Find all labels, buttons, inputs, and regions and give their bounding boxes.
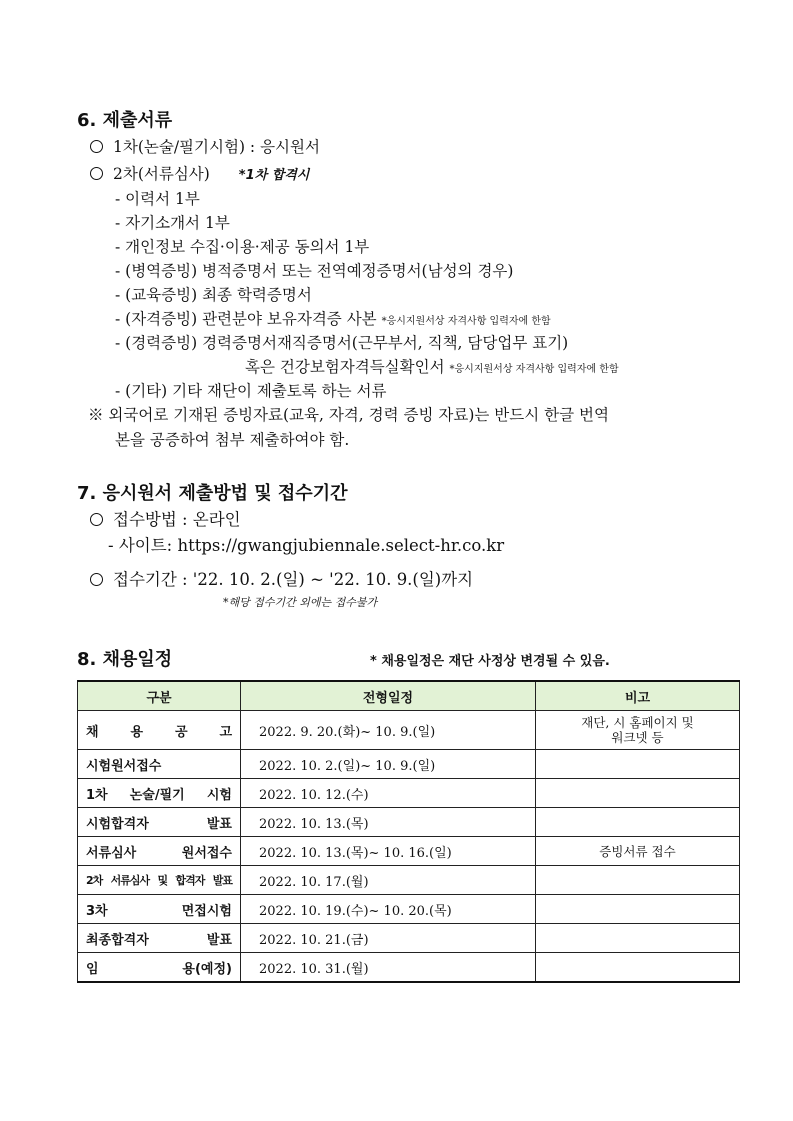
row-note <box>536 866 740 895</box>
row-date: 2022. 10. 13.(목)~ 10. 16.(일) <box>241 837 536 866</box>
table-row <box>78 837 740 866</box>
row-date: 2022. 10. 12.(수) <box>241 779 536 808</box>
section-6-title: 6. 제출서류 <box>77 110 173 131</box>
section-8-title: 8. 채용일정 <box>77 649 173 670</box>
second-round-docs-text: 2차(서류심사) <box>113 165 210 183</box>
table-row <box>78 808 740 837</box>
doc-item-etc: - (기타) 기타 재단이 제출토록 하는 서류 <box>115 382 387 400</box>
row-label: 채 용 공 고 <box>78 711 241 750</box>
doc-item: - 개인정보 수집·이용·제공 동의서 1부 <box>115 238 370 256</box>
schedule-table <box>77 680 740 983</box>
second-round-note: *1차 합격시 <box>238 168 310 183</box>
doc-item: - 자기소개서 1부 <box>115 214 230 232</box>
table-row <box>78 779 740 808</box>
application-period-note: *해당 접수기간 외에는 접수불가 <box>223 596 378 609</box>
row-label: 시험원서접수 <box>78 750 241 779</box>
schedule-change-notice: * 채용일정은 재단 사정상 변경될 수 있음. <box>370 654 610 669</box>
table-row <box>78 895 740 924</box>
row-date: 2022. 10. 13.(목) <box>241 808 536 837</box>
doc-item-career: - (경력증빙) 경력증명서재직증명서(근무부서, 직책, 담당업무 표기) <box>115 334 569 352</box>
application-period <box>90 566 473 590</box>
foreign-docs-note-line2: 본을 공증하여 첨부 제출하여야 함. <box>115 431 350 449</box>
application-period-text: 접수기간 : '22. 10. 2.(일) ~ '22. 10. 9.(일)까지 <box>113 570 474 589</box>
row-note <box>536 808 740 837</box>
section-7-title: 7. 응시원서 제출방법 및 접수기간 <box>77 483 348 504</box>
table-row <box>78 750 740 779</box>
doc-qualification-text: - (자격증빙) 관련분야 보유자격증 사본 <box>115 310 377 328</box>
table-row <box>78 711 740 750</box>
row-note <box>536 924 740 953</box>
first-round-docs <box>90 135 320 157</box>
row-note <box>536 779 740 808</box>
application-method-text: 접수방법 : 온라인 <box>113 510 241 529</box>
doc-item: - (교육증빙) 최종 학력증명서 <box>115 286 312 304</box>
first-round-docs-text: 1차(논술/필기시험) : 응시원서 <box>113 138 320 156</box>
row-note <box>536 895 740 924</box>
circle-bullet-icon <box>90 513 103 526</box>
doc-item: - (병역증빙) 병적증명서 또는 전역예정증명서(남성의 경우) <box>115 262 514 280</box>
application-site: - 사이트: https://gwangjubiennale.select-hr.co.kr <box>108 536 505 555</box>
second-round-docs <box>90 162 309 184</box>
header-remarks: 비고 <box>536 681 740 711</box>
row-label: 시험합격자 발표 <box>78 808 241 837</box>
table-row <box>78 924 740 953</box>
row-label: 2차 서류심사 및 합격자 발표 <box>78 866 241 895</box>
row-date: 2022. 10. 19.(수)~ 10. 20.(목) <box>241 895 536 924</box>
circle-bullet-icon <box>90 573 103 586</box>
table-row <box>78 866 740 895</box>
doc-qualification-note: *응시지원서상 자격사항 입력자에 한함 <box>381 316 551 327</box>
row-date: 2022. 10. 21.(금) <box>241 924 536 953</box>
row-label: 서류심사 원서접수 <box>78 837 241 866</box>
row-note: 증빙서류 접수 <box>536 837 740 866</box>
doc-item-career-alt <box>245 355 619 377</box>
doc-career-alt-text: 혹은 건강보험자격득실확인서 <box>245 358 445 376</box>
table-row <box>78 953 740 983</box>
row-label: 임 용(예정) <box>78 953 241 983</box>
row-note <box>536 750 740 779</box>
circle-bullet-icon <box>90 140 103 153</box>
row-date: 2022. 10. 17.(월) <box>241 866 536 895</box>
doc-career-alt-note: *응시지원서상 자격사항 입력자에 한함 <box>449 364 619 375</box>
doc-item-qualification <box>115 307 551 329</box>
row-date: 2022. 10. 31.(월) <box>241 953 536 983</box>
circle-bullet-icon <box>90 167 103 180</box>
foreign-docs-note-line1: ※ 외국어로 기재된 증빙자료(교육, 자격, 경력 증빙 자료)는 반드시 한글 번역 <box>88 406 609 424</box>
row-date: 2022. 9. 20.(화)~ 10. 9.(일) <box>241 711 536 750</box>
row-date: 2022. 10. 2.(일)~ 10. 9.(일) <box>241 750 536 779</box>
row-label: 최종합격자 발표 <box>78 924 241 953</box>
doc-item: - 이력서 1부 <box>115 190 200 208</box>
schedule-header-row <box>78 681 740 711</box>
row-note: 재단, 시 홈페이지 및 워크넷 등 <box>536 711 740 750</box>
application-method <box>90 506 241 530</box>
row-label: 1차 논술/필기 시험 <box>78 779 241 808</box>
row-label: 3차 면접시험 <box>78 895 241 924</box>
row-note <box>536 953 740 983</box>
header-category: 구분 <box>78 681 241 711</box>
header-schedule: 전형일정 <box>241 681 536 711</box>
